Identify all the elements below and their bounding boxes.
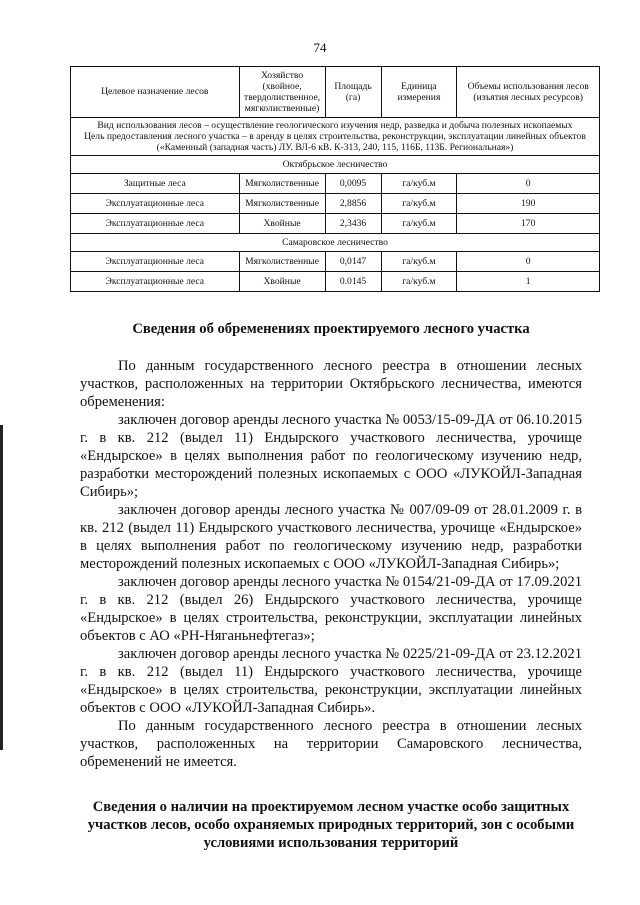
use-kind-text: Вид использования лесов – осуществление геологического изучения недр, разведка и добыча полезных ископаемых <box>97 120 573 131</box>
table-cell: Мягколиственные <box>239 194 325 214</box>
header-cell: Единица измерения <box>381 67 457 118</box>
table-cell: Хвойные <box>239 272 325 292</box>
table-cell: га/куб.м <box>381 272 457 292</box>
table-cell: га/куб.м <box>381 174 457 194</box>
table-cell: га/куб.м <box>381 252 457 272</box>
table-cell: 0 <box>457 252 600 272</box>
encumbrances-heading: Сведения об обременениях проектируемого лесного участка <box>132 321 530 337</box>
page-number: 74 <box>313 40 327 55</box>
scan-margin-mark <box>0 425 3 750</box>
table-cell: 0.0145 <box>325 272 381 292</box>
table-cell: Мягколиственные <box>239 252 325 272</box>
table-cell: Защитные леса <box>71 174 240 194</box>
table-row <box>71 194 600 214</box>
table-cell: Эксплуатационные леса <box>71 194 240 214</box>
table-cell: Эксплуатационные леса <box>71 252 240 272</box>
table-cell: 2,8856 <box>325 194 381 214</box>
section-name: Самаровское лесничество <box>71 234 600 252</box>
paragraph: заключен договор аренды лесного участка № 0053/15-09-ДА от 06.10.2015 г. в кв. 212 (выдел 11) Ендырского участкового лесничества, урочище «Ендырское» в целях выполнения работ по геологическому изучению недр, разработки месторождений полезных ископаемых с ООО «ЛУКОЙЛ-Западная Сибирь»; <box>80 412 582 500</box>
table-row <box>71 174 600 194</box>
table-cell: Мягколиственные <box>239 174 325 194</box>
table-cell: 0,0095 <box>325 174 381 194</box>
header-cell: Площадь (га) <box>325 67 381 118</box>
table-cell: 170 <box>457 214 600 234</box>
table-cell: 0 <box>457 174 600 194</box>
table-header-row <box>71 67 600 118</box>
header-cell: Объемы использования лесов (изъятия лесных ресурсов) <box>457 67 600 118</box>
table-cell: 0,0147 <box>325 252 381 272</box>
protected-areas-heading: Сведения о наличии на проектируемом лесном участке особо защитных участков лесов, особо охраняемых природных территорий, зон с особыми условиями использования территорий <box>87 799 575 851</box>
table-cell: Эксплуатационные леса <box>71 272 240 292</box>
paragraph: заключен договор аренды лесного участка № 0154/21-09-ДА от 17.09.2021 г. в кв. 212 (выдел 26) Ендырского участкового лесничества, урочище «Ендырское» в целях строительства, реконструкции, эксплуатации линейных объектов с АО «РН-Няганьнефтегаз»; <box>80 574 582 644</box>
encumbrances-body <box>80 357 582 771</box>
section-row <box>71 156 600 174</box>
table-row <box>71 272 600 292</box>
table-cell: га/куб.м <box>381 194 457 214</box>
table-cell: га/куб.м <box>381 214 457 234</box>
table-cell: 190 <box>457 194 600 214</box>
header-cell: Целевое назначение лесов <box>71 67 240 118</box>
section-row <box>71 234 600 252</box>
paragraph: По данным государственного лесного реестра в отношении лесных участков, расположенных на территории Самаровского лесничества, обременений не имеется. <box>80 718 582 770</box>
table-cell: Эксплуатационные леса <box>71 214 240 234</box>
use-kind-row <box>71 118 600 156</box>
paragraph: По данным государственного лесного реестра в отношении лесных участков, расположенных на территории Октябрьского лесничества, имеются обременения: <box>80 358 582 410</box>
paragraph: заключен договор аренды лесного участка № 007/09-09 от 28.01.2009 г. в кв. 212 (выдел 11) Ендырского участкового лесничества, урочище «Ендырское» в целях выполнения работ по геологическому изучению недр, разработки месторождений полезных ископаемых с ООО «ЛУКОЙЛ-Западная Сибирь»; <box>80 502 582 572</box>
paragraph: заключен договор аренды лесного участка № 0225/21-09-ДА от 23.12.2021 г. в кв. 212 (выдел 11) Ендырского участкового лесничества, урочище «Ендырское» в целях строительства, реконструкции, эксплуатации линейных объектов с ООО «ЛУКОЙЛ-Западная Сибирь». <box>80 646 582 716</box>
header-cell: Хозяйство (хвойное, твердолиственное, мягколиственные) <box>239 67 325 118</box>
table-row <box>71 252 600 272</box>
purpose-text: Цель предоставления лесного участка – в аренду в целях строительства, реконструкции, эксплуатации линейных объектов («Каменный (западная часть) ЛУ. ВЛ-6 кВ. К-313, 240, 115, 116Б, 113Б. Региональная») <box>84 131 586 154</box>
table-cell: 2,3436 <box>325 214 381 234</box>
section-name: Октябрьское лесничество <box>71 156 600 174</box>
table-row <box>71 214 600 234</box>
forest-use-table <box>70 66 600 292</box>
table-cell: 1 <box>457 272 600 292</box>
table-cell: Хвойные <box>239 214 325 234</box>
